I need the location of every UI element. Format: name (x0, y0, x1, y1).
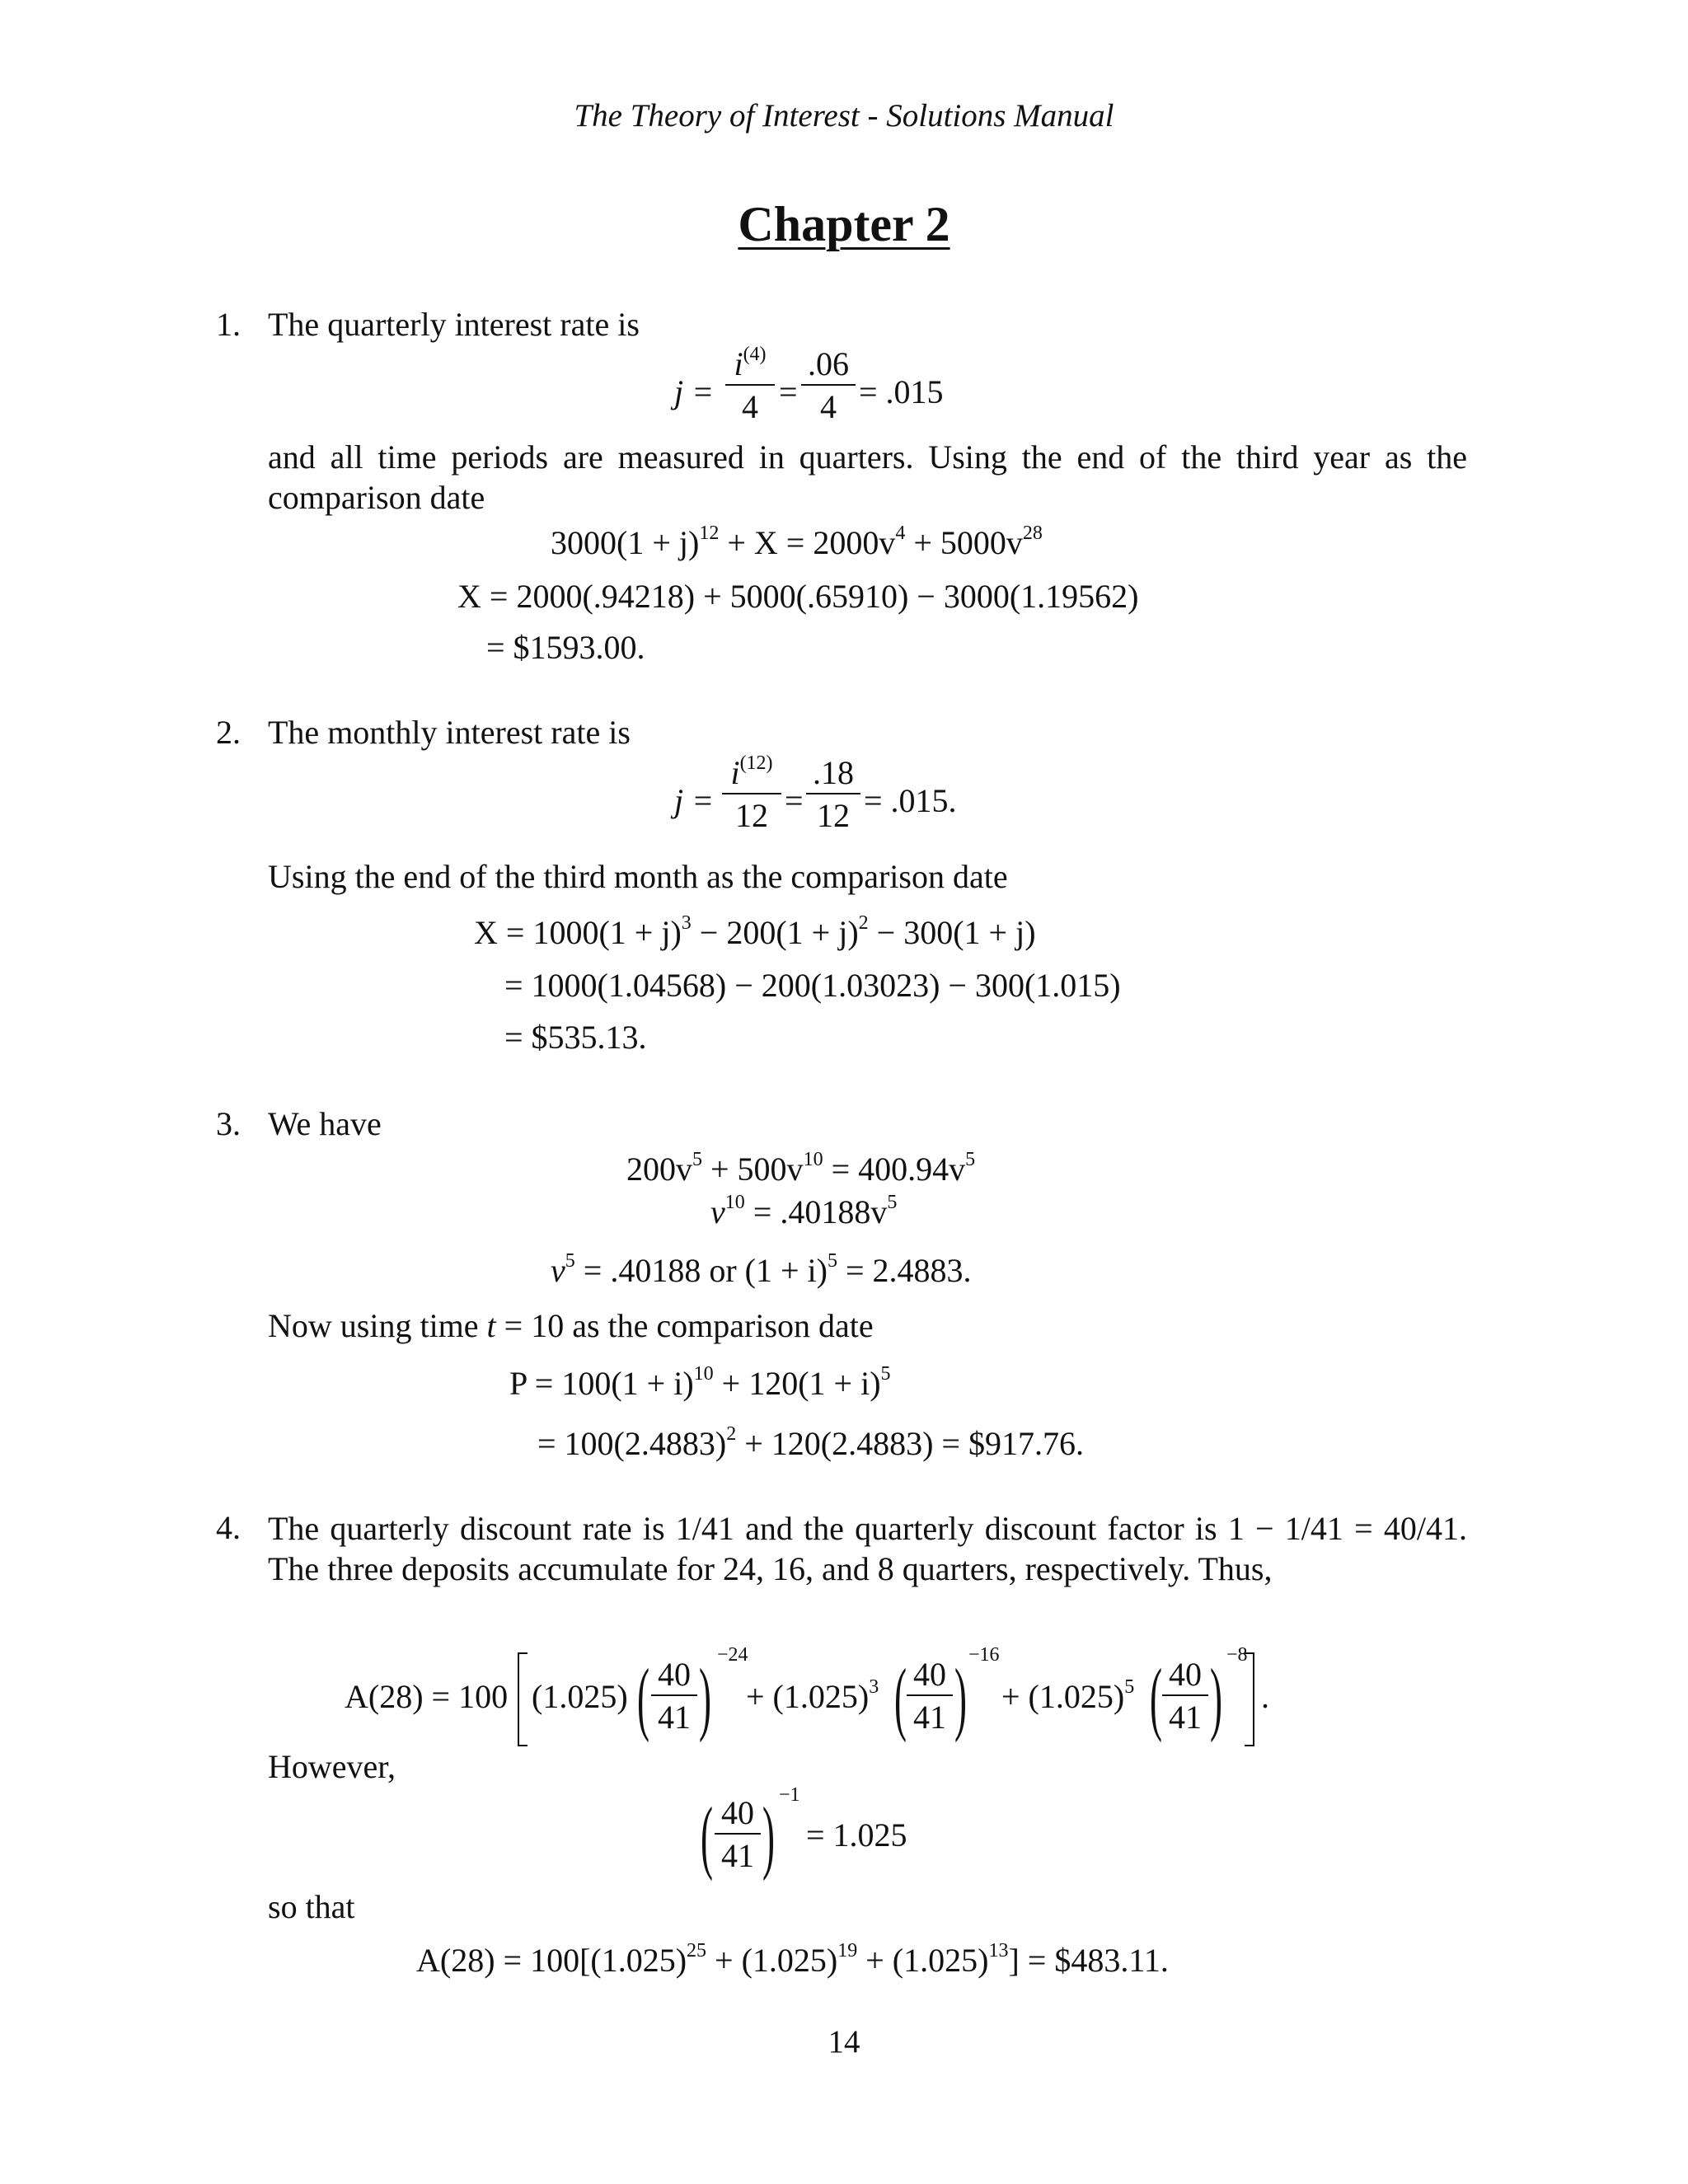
equation: $X = 1000(1 + j)^3 - 200(1 + j)^2 - 300(1 + j)$ (474, 912, 1036, 951)
problem-text: and all time periods are measured in quarters. Using the end of the third year as the comparison date (268, 438, 1467, 516)
equation: = $535.13. (504, 1019, 647, 1056)
equation: $200v^5 + 500v^{10} = 400.94v^5$ (626, 1149, 976, 1188)
problem-intro: The monthly interest rate is (268, 714, 631, 751)
problem-intro: We have (268, 1105, 382, 1142)
equation: = $100(2.4883)^2 + 120(2.4883)$ = $917.76. (537, 1423, 1084, 1462)
page-number: 14 (828, 2024, 860, 2060)
problem-number: 1. (216, 306, 241, 343)
problem-text: so that (268, 1888, 355, 1925)
equation: $A(28) = 100[(1.025)^{25} + (1.025)^{19} + (1.025)^{13}]$ = $483.11. (416, 1940, 1169, 1979)
equation: = 1000(1.04568) − 200(1.03023) − 300(1.015) (504, 967, 1121, 1004)
equation: $v^5 = .40188$ or $(1 + i)^5 = 2.4883$. (551, 1250, 972, 1289)
equation: = $1593.00. (486, 629, 645, 666)
problem-text: The quarterly discount rate is 1/41 and the quarterly discount factor is 1 − 1/41 = 40/41. The three deposits accumulate for 24, 16, and 8 quarters, respectively. Thus, (268, 1510, 1467, 1587)
equation: X = 2000(.94218) + 5000(.65910) − 3000(1.19562) (457, 578, 1139, 615)
problem-number: 2. (216, 714, 241, 751)
problem-number: 3. (216, 1105, 241, 1142)
equation: $3000(1 + j)^{12} + X = 2000v^4 + 5000v^{28}$ (551, 523, 1043, 561)
problem-number: 4. (216, 1509, 241, 1546)
problem-text: Using the end of the third month as the comparison date (268, 858, 1008, 895)
document-page: The Theory of Interest - Solutions Manual Chapter 2 1. The quarterly interest rate is j = $i^{(4)}$ 4 = .06 4 = .015 and all time periods are measured in quarters. Using the end of the third year as the comparison date $3000(1 + j)^{12} + X = 2000v^4 + 5000v^{28}$ X = 2000(.94218) + 5000(.65910) − 3000(1.19562) = $1593.00. 2. The monthly interest rate is j = $i^{(12)}$ 12 = .18 12 = .015. Using the end of the third month as the comparison date $X = 1000(1 + j)^3 - 200(1 + j)^2 - 300(1 + j)$ = 1000(1.04568) − 200(1.03023) − 300(1.015) = $535.13. 3. We have $200v^5 + 500v^{10} = 400.94v^5$ $v^{10} = .40188v^5$ $v^5 = .40188$ or $(1 + i)^5 = 2.4883$. Now using time t = 10 as the comparison date $P = 100(1 + i)^{10} + 120(1 + i)^5$ = $100(2.4883)^2 + 120(2.4883)$ = $917.76. 4. The quarterly discount rate is 1/41 and the quarterly discount factor is 1 − 1/41 = 40/41. The three deposits accumulate for 24, 16, and 8 quarters, respectively. Thus, A(28) = 100 (1.025) ( 40 41 ) −24 + $(1.025)^3$ ( 40 41 ) −16 + $(1.025)^5$ ( 40 41 ) −8 . However, ( 40 41 ) −1 = 1.025 so that $A(28) = 100[(1.025)^{25} + (1.025)^{19} + (1.025)^{13}]$ = $483.11. 14 (0, 0, 1688, 2184)
chapter-title: Chapter 2 (738, 197, 950, 251)
problem-intro: The quarterly interest rate is (268, 306, 640, 343)
equation: $v^{10} = .40188v^5$ (710, 1192, 898, 1230)
equation: $P = 100(1 + i)^{10} + 120(1 + i)^5$ (509, 1363, 891, 1402)
running-header: The Theory of Interest - Solutions Manual (574, 98, 1114, 134)
problem-text: However, (268, 1748, 396, 1785)
problem-text: Now using time t = 10 as the comparison date (268, 1307, 874, 1344)
